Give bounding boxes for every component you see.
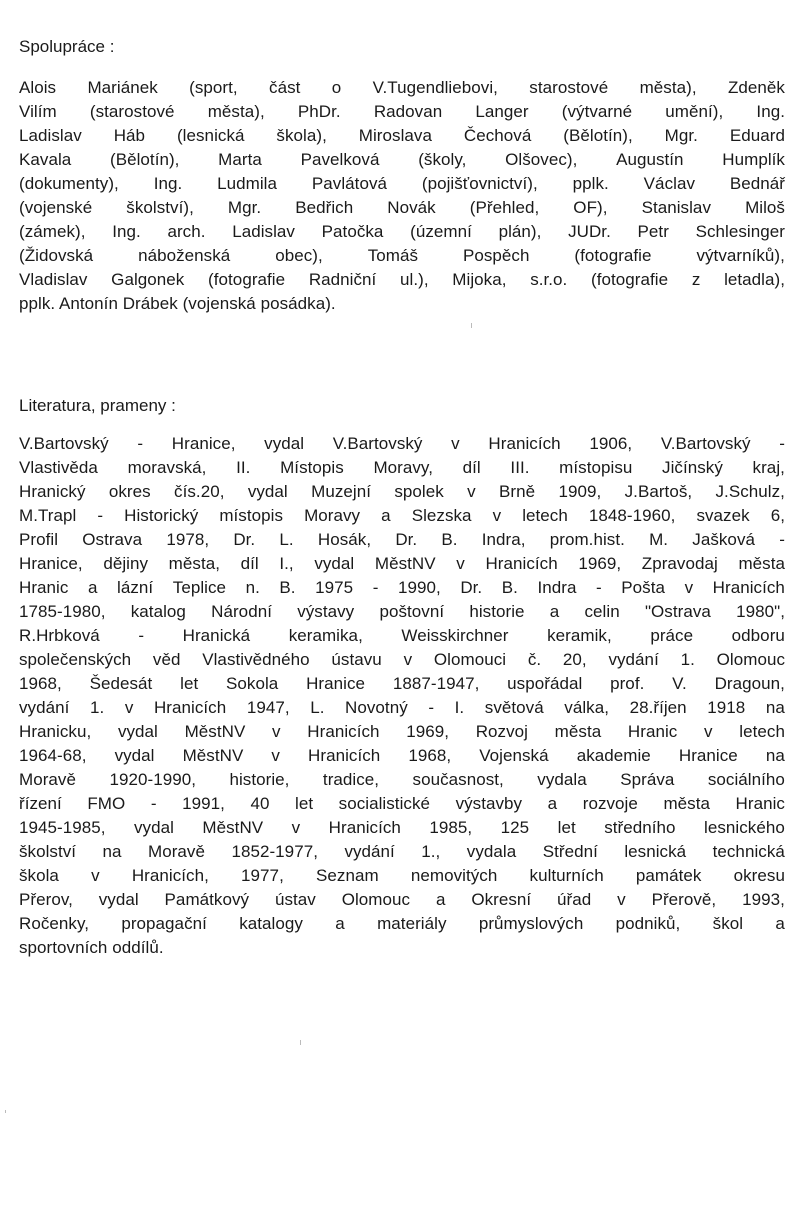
literature-paragraph xyxy=(19,432,785,960)
text-line: sportovních oddílů. xyxy=(19,938,164,957)
text-line: Hranický okres čís.20, vydal Muzejní spolek v Brně 1909, J.Bartoš, J.Schulz, xyxy=(19,482,785,501)
text-line: Hranic a lázní Teplice n. B. 1975 - 1990, Dr. B. Indra - Pošta v Hranicích xyxy=(19,578,785,597)
text-line: V.Bartovský - Hranice, vydal V.Bartovský v Hranicích 1906, V.Bartovský - xyxy=(19,434,785,453)
text-line: Hranice, dějiny města, díl I., vydal MěstNV v Hranicích 1969, Zpravodaj města xyxy=(19,554,785,573)
text-line: Vilím (starostové města), PhDr. Radovan Langer (výtvarné umění), Ing. xyxy=(19,102,785,121)
text-line: (Židovská náboženská obec), Tomáš Pospěch (fotografie výtvarníků), xyxy=(19,246,785,265)
cooperation-heading: Spolupráce : xyxy=(19,37,115,56)
text-line: Ročenky, propagační katalogy a materiály průmyslových podniků, škol a xyxy=(19,914,785,933)
literature-heading: Literatura, prameny : xyxy=(19,396,176,415)
scan-speck xyxy=(5,1110,6,1113)
scan-speck xyxy=(471,323,472,328)
text-line: Alois Mariánek (sport, část o V.Tugendliebovi, starostové města), Zdeněk xyxy=(19,78,785,97)
text-line: 1785-1980, katalog Národní výstavy poštovní historie a celin "Ostrava 1980", xyxy=(19,602,785,621)
text-line: Kavala (Bělotín), Marta Pavelková (školy, Olšovec), Augustín Humplík xyxy=(19,150,785,169)
text-line: Vladislav Galgonek (fotografie Radniční ul.), Mijoka, s.r.o. (fotografie z letadla), xyxy=(19,270,785,289)
text-line: (zámek), Ing. arch. Ladislav Patočka (územní plán), JUDr. Petr Schlesinger xyxy=(19,222,785,241)
text-line: řízení FMO - 1991, 40 let socialistické výstavby a rozvoje města Hranic xyxy=(19,794,785,813)
scan-speck xyxy=(300,1040,301,1045)
text-line: společenských věd Vlastivědného ústavu v Olomouci č. 20, vydání 1. Olomouc xyxy=(19,650,785,669)
cooperation-paragraph xyxy=(19,76,785,316)
text-line: školství na Moravě 1852-1977, vydání 1., vydala Střední lesnická technická xyxy=(19,842,785,861)
text-line: škola v Hranicích, 1977, Seznam nemovitých kulturních památek okresu xyxy=(19,866,785,885)
text-line: 1968, Šedesát let Sokola Hranice 1887-1947, uspořádal prof. V. Dragoun, xyxy=(19,674,785,693)
text-line: Hranicku, vydal MěstNV v Hranicích 1969, Rozvoj města Hranic v letech xyxy=(19,722,785,741)
text-line: vydání 1. v Hranicích 1947, L. Novotný - I. světová válka, 28.říjen 1918 na xyxy=(19,698,785,717)
text-line: Profil Ostrava 1978, Dr. L. Hosák, Dr. B. Indra, prom.hist. M. Jašková - xyxy=(19,530,785,549)
text-line: Ladislav Háb (lesnická škola), Miroslava Čechová (Bělotín), Mgr. Eduard xyxy=(19,126,785,145)
text-line: (dokumenty), Ing. Ludmila Pavlátová (pojišťovnictví), pplk. Václav Bednář xyxy=(19,174,785,193)
text-line: pplk. Antonín Drábek (vojenská posádka). xyxy=(19,294,336,313)
text-line: Moravě 1920-1990, historie, tradice, současnost, vydala Správa sociálního xyxy=(19,770,785,789)
text-line: M.Trapl - Historický místopis Moravy a Slezska v letech 1848-1960, svazek 6, xyxy=(19,506,785,525)
text-line: R.Hrbková - Hranická keramika, Weisskirchner keramik, práce odboru xyxy=(19,626,785,645)
text-line: 1945-1985, vydal MěstNV v Hranicích 1985, 125 let středního lesnického xyxy=(19,818,785,837)
text-line: 1964-68, vydal MěstNV v Hranicích 1968, Vojenská akademie Hranice na xyxy=(19,746,785,765)
text-line: Přerov, vydal Památkový ústav Olomouc a Okresní úřad v Přerově, 1993, xyxy=(19,890,785,909)
text-line: Vlastivěda moravská, II. Místopis Moravy, díl III. místopisu Jičínský kraj, xyxy=(19,458,785,477)
text-line: (vojenské školství), Mgr. Bedřich Novák (Přehled, OF), Stanislav Miloš xyxy=(19,198,785,217)
